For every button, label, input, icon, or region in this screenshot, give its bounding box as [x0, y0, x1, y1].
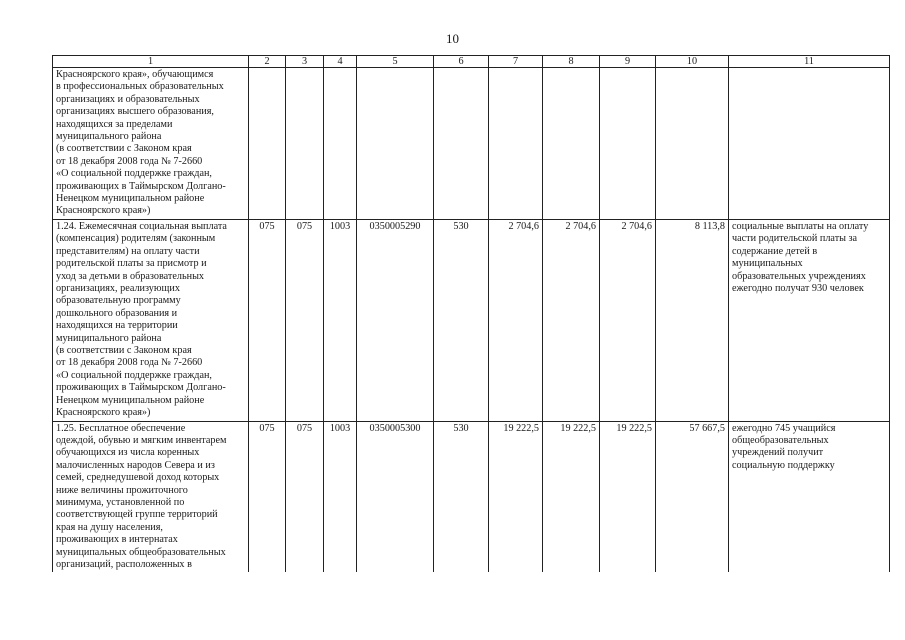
cell-code-admin: 075: [249, 421, 286, 572]
column-header: 11: [729, 56, 890, 68]
table-row: [53, 68, 890, 220]
cell-target-article: [357, 68, 434, 220]
cell-amount-year2: 2 704,6: [543, 220, 600, 422]
row-description: 1.25. Бесплатное обеспечение одеждой, обувью и мягким инвентарем обучающихся из числа коренных малочисленных народов Севера и из семей, среднедушевой доход которых ниже величины прожиточного минимума, установленной по соответствующей группе территорий края на душу населения, проживающих в интернатах муниципальных общеобразовательных организаций, расположенных в: [53, 421, 249, 572]
cell-amount-total: 8 113,8: [656, 220, 729, 422]
cell-expense-type: 530: [434, 421, 489, 572]
column-header: 6: [434, 56, 489, 68]
column-header: 5: [357, 56, 434, 68]
cell-code-admin: 075: [249, 220, 286, 422]
cell-amount-total: 57 667,5: [656, 421, 729, 572]
row-description: 1.24. Ежемесячная социальная выплата (компенсация) родителям (законным представителям) на оплату части родительской платы за присмотр и уход за детьми в образовательных организациях, реализующих образовательную программу дошкольного образования и находящихся на территории муниципального района (в соответствии с Законом края от 18 декабря 2008 года № 7-2660 «О социальной поддержке граждан, проживающих в Таймырском Долгано- Ненецком муниципальном районе Красноярского края»): [53, 220, 249, 422]
cell-amount-year3: 2 704,6: [600, 220, 656, 422]
page-number: 10: [446, 31, 459, 46]
cell-code-grbs: 075: [286, 220, 324, 422]
cell-expected-result: ежегодно 745 учащийся общеобразовательных учреждений получит социальную поддержку: [729, 421, 890, 572]
cell-section: 1003: [324, 421, 357, 572]
column-header: 2: [249, 56, 286, 68]
row-description: Красноярского края», обучающимся в профессиональных образовательных организациях и образовательных организациях высшего образования, находящихся за пределами муниципального района (в соответствии с Законом края от 18 декабря 2008 года № 7-2660 «О социальной поддержке граждан, проживающих в Таймырском Долгано- Ненецком муниципальном районе Красноярского края»): [53, 68, 249, 220]
cell-target-article: 0350005290: [357, 220, 434, 422]
column-header: 10: [656, 56, 729, 68]
cell-amount-year1: 19 222,5: [489, 421, 543, 572]
cell-expense-type: 530: [434, 220, 489, 422]
cell-amount-year2: [543, 68, 600, 220]
column-header: 4: [324, 56, 357, 68]
table-row: [53, 220, 890, 422]
cell-code-grbs: [286, 68, 324, 220]
table-header-row: [53, 56, 890, 68]
cell-amount-year1: 2 704,6: [489, 220, 543, 422]
column-header: 8: [543, 56, 600, 68]
cell-expense-type: [434, 68, 489, 220]
cell-amount-year2: 19 222,5: [543, 421, 600, 572]
column-header: 7: [489, 56, 543, 68]
cell-section: [324, 68, 357, 220]
cell-amount-year3: 19 222,5: [600, 421, 656, 572]
cell-amount-total: [656, 68, 729, 220]
column-header: 3: [286, 56, 324, 68]
table-row: [53, 421, 890, 572]
cell-code-admin: [249, 68, 286, 220]
column-header: 9: [600, 56, 656, 68]
cell-target-article: 0350005300: [357, 421, 434, 572]
cell-amount-year1: [489, 68, 543, 220]
cell-section: 1003: [324, 220, 357, 422]
cell-amount-year3: [600, 68, 656, 220]
column-header: 1: [53, 56, 249, 68]
cell-code-grbs: 075: [286, 421, 324, 572]
budget-table: [52, 55, 890, 572]
cell-expected-result: [729, 68, 890, 220]
cell-expected-result: социальные выплаты на оплату части родительской платы за содержание детей в муниципальных образовательных учреждениях ежегодно получат 930 человек: [729, 220, 890, 422]
